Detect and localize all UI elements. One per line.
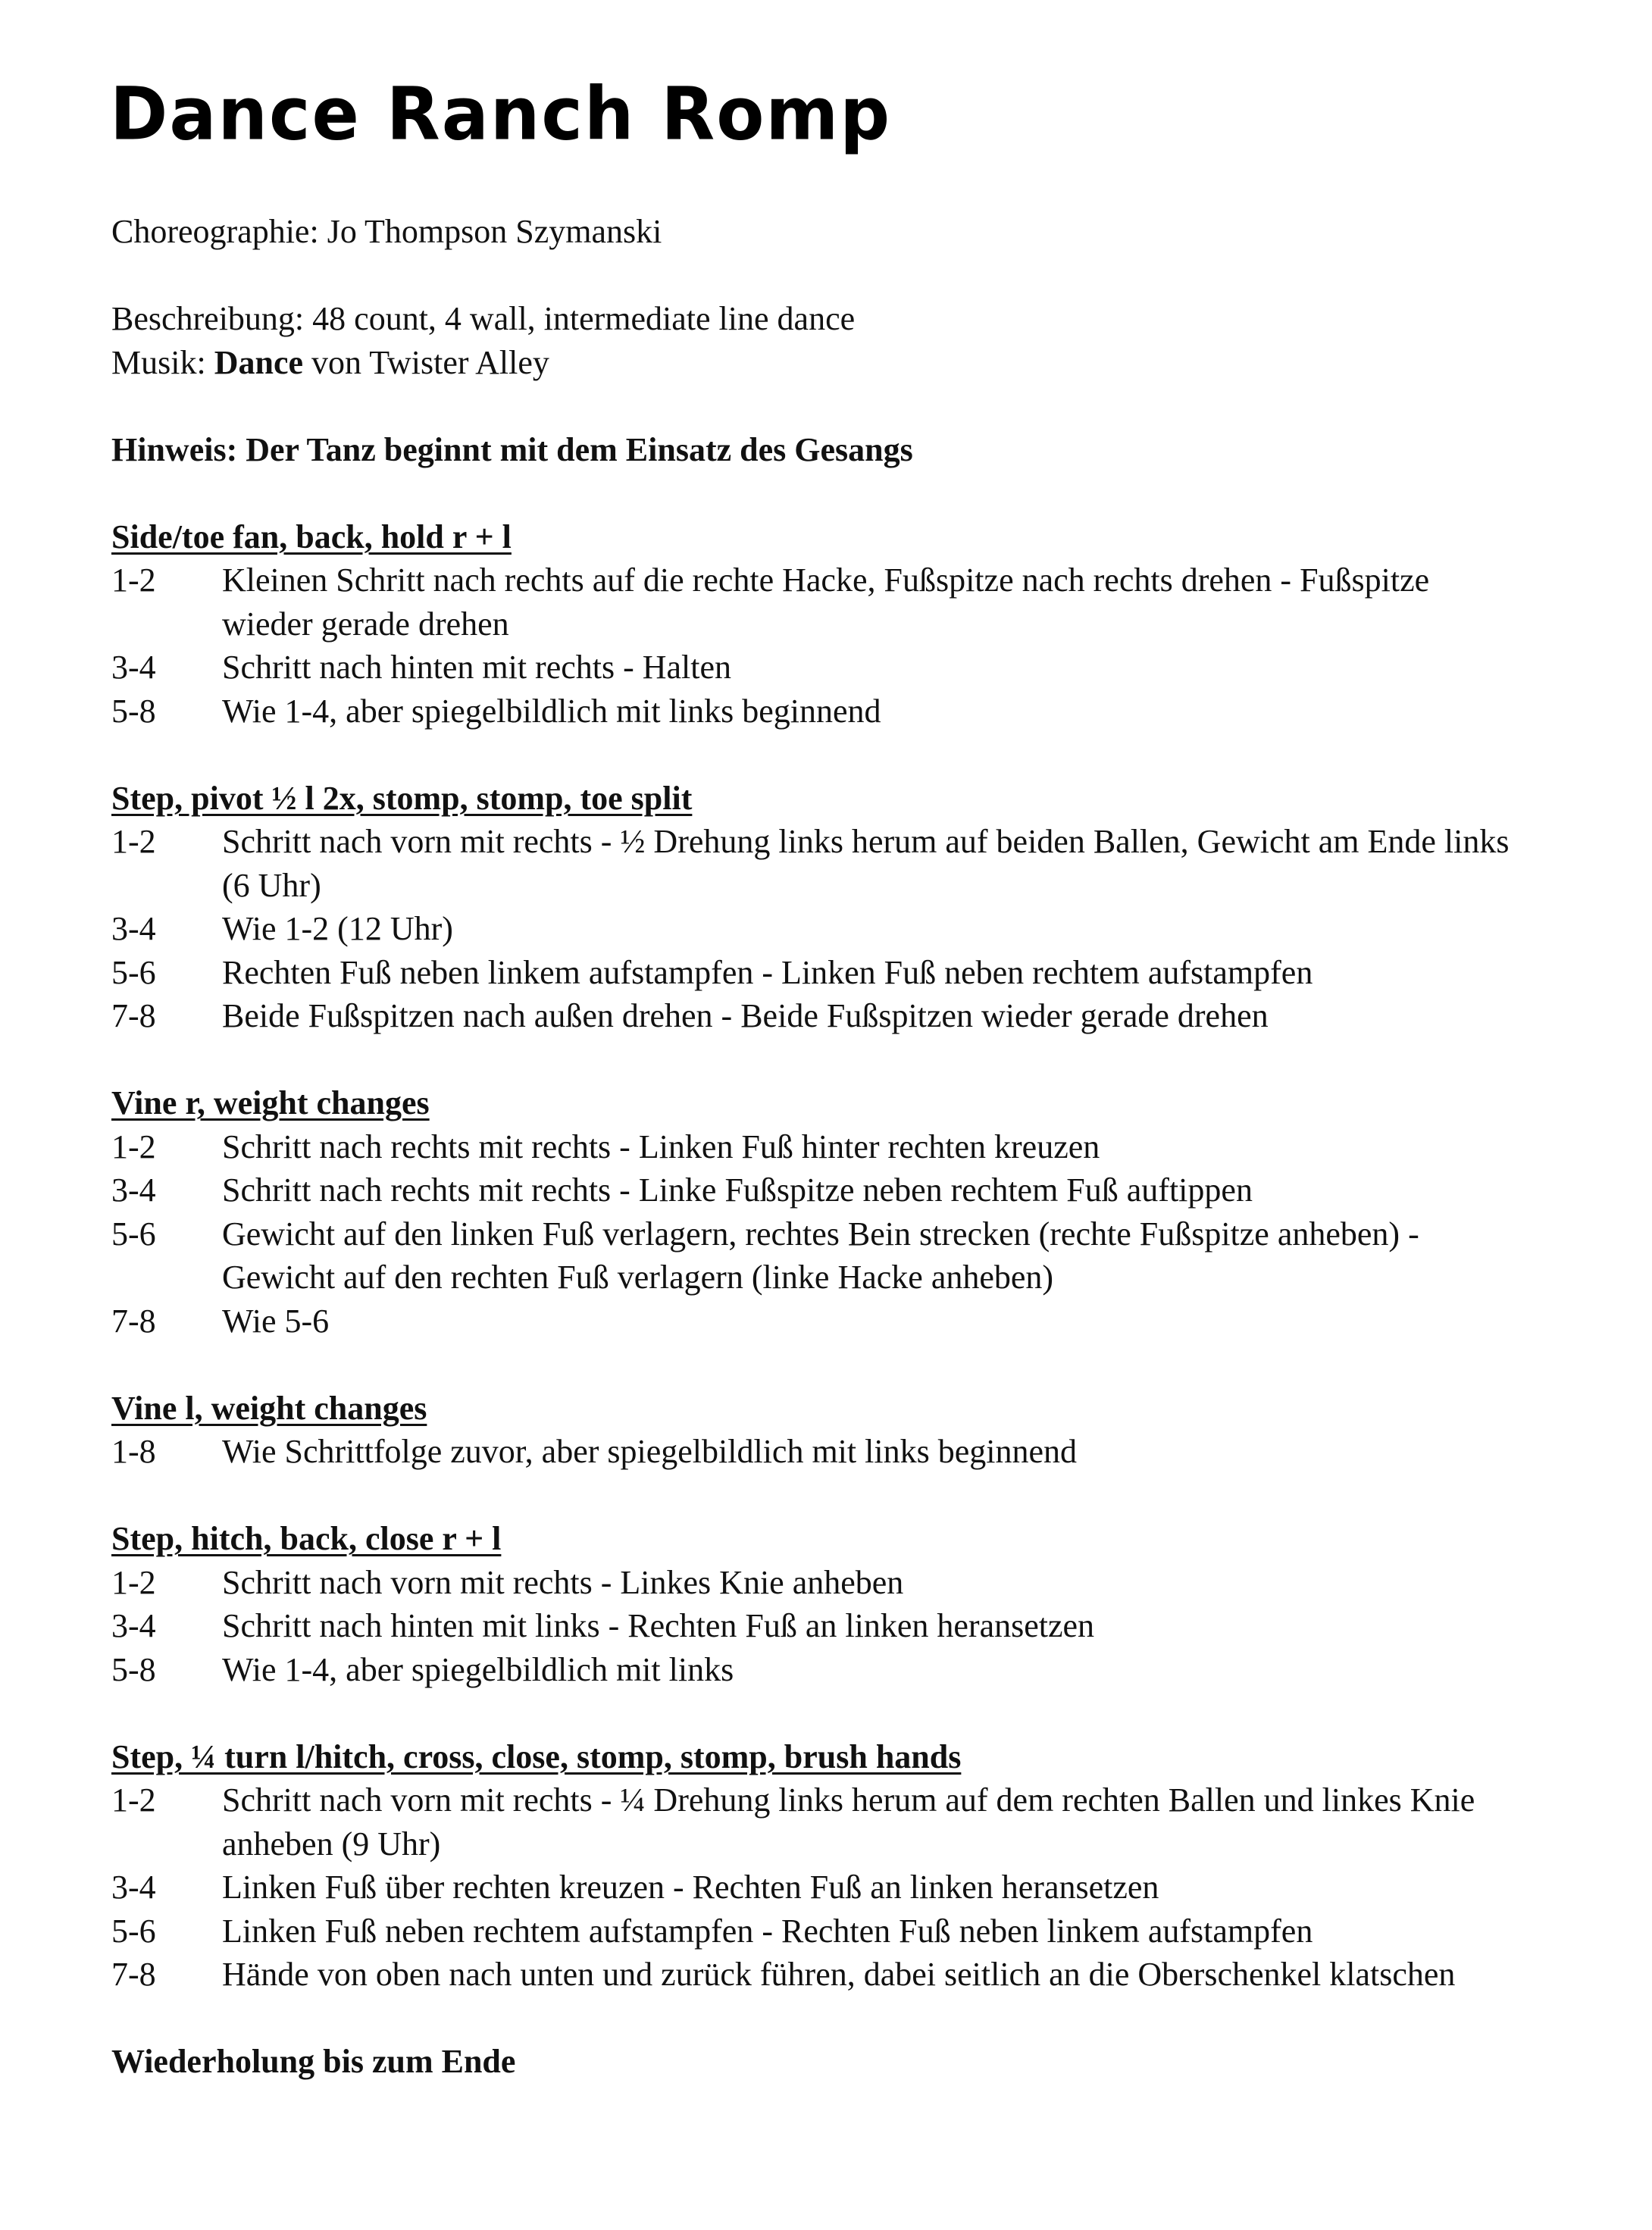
step-section [111,1735,1551,1997]
step-row [111,994,1551,1038]
step-description: Wie 1-4, aber spiegelbildlich mit links [222,1650,734,1688]
step-description: Linken Fuß neben rechtem aufstampfen - Rechten Fuß neben linkem aufstampfen [222,1912,1313,1950]
step-row [111,1604,1551,1648]
step-row [111,1168,1551,1212]
step-count: 1-2 [111,823,156,860]
step-row [111,1953,1551,1997]
step-row [111,1866,1551,1909]
step-row [111,1300,1551,1343]
section-heading-line [111,1387,1551,1431]
section-heading: Step, pivot ½ l 2x, stomp, stomp, toe split [111,779,693,817]
step-description: Schritt nach vorn mit rechts - Linkes Knie anheben [222,1563,904,1601]
spacer [111,254,1551,298]
step-description: Gewicht auf den linken Fuß verlagern, rechtes Bein strecken (rechte Fußspitze anheben) - Gewicht auf den rechten Fuß verlagern (linke Hacke anheben) [222,1215,1419,1296]
music-artist: von Twister Alley [303,343,549,381]
step-row [111,1778,1551,1866]
step-section [111,515,1551,733]
step-count: 7-8 [111,1956,156,1993]
step-description: Hände von oben nach unten und zurück führen, dabei seitlich an die Oberschenkel klatschen [222,1956,1456,1993]
step-count: 5-6 [111,1215,156,1253]
sections [111,471,1551,1997]
step-count: 3-4 [111,1171,156,1209]
step-row [111,1561,1551,1605]
section-heading-line [111,515,1551,559]
spacer [111,1997,1551,2041]
step-description: Wie 1-2 (12 Uhr) [222,910,453,947]
step-count: 3-4 [111,1869,156,1906]
section-heading-line [111,777,1551,821]
spacer [111,471,1551,515]
step-count: 3-4 [111,910,156,947]
step-row [111,951,1551,995]
spacer [111,1343,1551,1387]
step-description: Kleinen Schritt nach rechts auf die rechte Hacke, Fußspitze nach rechts drehen - Fußspitze wieder gerade drehen [222,561,1430,643]
music-song: Dance [214,343,304,381]
step-row [111,558,1551,646]
step-description: Rechten Fuß neben linkem aufstampfen - Linken Fuß neben rechtem aufstampfen [222,953,1313,991]
section-heading-line [111,1517,1551,1561]
step-count: 1-8 [111,1433,156,1470]
step-section [111,1081,1551,1343]
step-description: Schritt nach hinten mit links - Rechten Fuß an linken heransetzen [222,1607,1095,1644]
step-row [111,690,1551,733]
step-description: Wie 1-4, aber spiegelbildlich mit links beginnend [222,692,881,730]
step-row [111,1909,1551,1953]
step-count: 1-2 [111,1563,156,1601]
spacer [111,1038,1551,1082]
choreography-line: Choreographie: Jo Thompson Szymanski [111,213,662,250]
spacer [111,1474,1551,1518]
step-count: 5-8 [111,1650,156,1688]
step-description: Linken Fuß über rechten kreuzen - Rechten Fuß an linken heransetzen [222,1869,1159,1906]
step-row [111,907,1551,951]
music-line [111,341,1551,385]
step-row [111,1125,1551,1169]
section-heading: Step, ¼ turn l/hitch, cross, close, stomp, stomp, brush hands [111,1737,962,1775]
step-section [111,1517,1551,1691]
section-heading-line [111,1081,1551,1125]
section-heading: Vine r, weight changes [111,1084,430,1121]
step-description: Wie 5-6 [222,1302,330,1340]
step-count: 5-8 [111,692,156,730]
step-row [111,1648,1551,1692]
section-heading: Side/toe fan, back, hold r + l [111,518,512,555]
step-count: 5-6 [111,953,156,991]
spacer [111,733,1551,777]
description-line: Beschreibung: 48 count, 4 wall, intermediate line dance [111,300,856,337]
step-count: 3-4 [111,649,156,686]
step-description: Schritt nach vorn mit rechts - ¼ Drehung links herum auf dem rechten Ballen und linkes Knie anheben (9 Uhr) [222,1781,1475,1863]
step-row [111,1212,1551,1300]
dance-sheet [111,210,1551,2084]
step-description: Schritt nach hinten mit rechts - Halten [222,649,732,686]
step-section [111,777,1551,1038]
step-row [111,1430,1551,1474]
step-count: 1-2 [111,1128,156,1165]
step-description: Schritt nach rechts mit rechts - Linken Fuß hinter rechten kreuzen [222,1128,1100,1165]
step-count: 7-8 [111,1302,156,1340]
spacer [111,1691,1551,1735]
step-count: 1-2 [111,1781,156,1819]
step-description: Schritt nach rechts mit rechts - Linke Fußspitze neben rechtem Fuß auftippen [222,1171,1253,1209]
step-description: Schritt nach vorn mit rechts - ½ Drehung links herum auf beiden Ballen, Gewicht am Ende links (6 Uhr) [222,823,1510,904]
section-heading: Vine l, weight changes [111,1389,427,1427]
step-count: 7-8 [111,997,156,1034]
music-label: Musik: [111,343,214,381]
step-row [111,820,1551,907]
step-count: 3-4 [111,1607,156,1644]
step-count: 5-6 [111,1912,156,1950]
step-section [111,1387,1551,1474]
step-count: 1-2 [111,561,156,599]
step-description: Beide Fußspitzen nach außen drehen - Beide Fußspitzen wieder gerade drehen [222,997,1269,1034]
step-description: Wie Schrittfolge zuvor, aber spiegelbildlich mit links beginnend [222,1433,1077,1470]
spacer [111,384,1551,428]
note-line: Hinweis: Der Tanz beginnt mit dem Einsatz des Gesangs [111,430,913,468]
page-title: Dance Ranch Romp [110,71,892,157]
section-heading-line [111,1735,1551,1779]
step-row [111,646,1551,690]
section-heading: Step, hitch, back, close r + l [111,1520,502,1557]
ending-line: Wiederholung bis zum Ende [111,2043,516,2080]
